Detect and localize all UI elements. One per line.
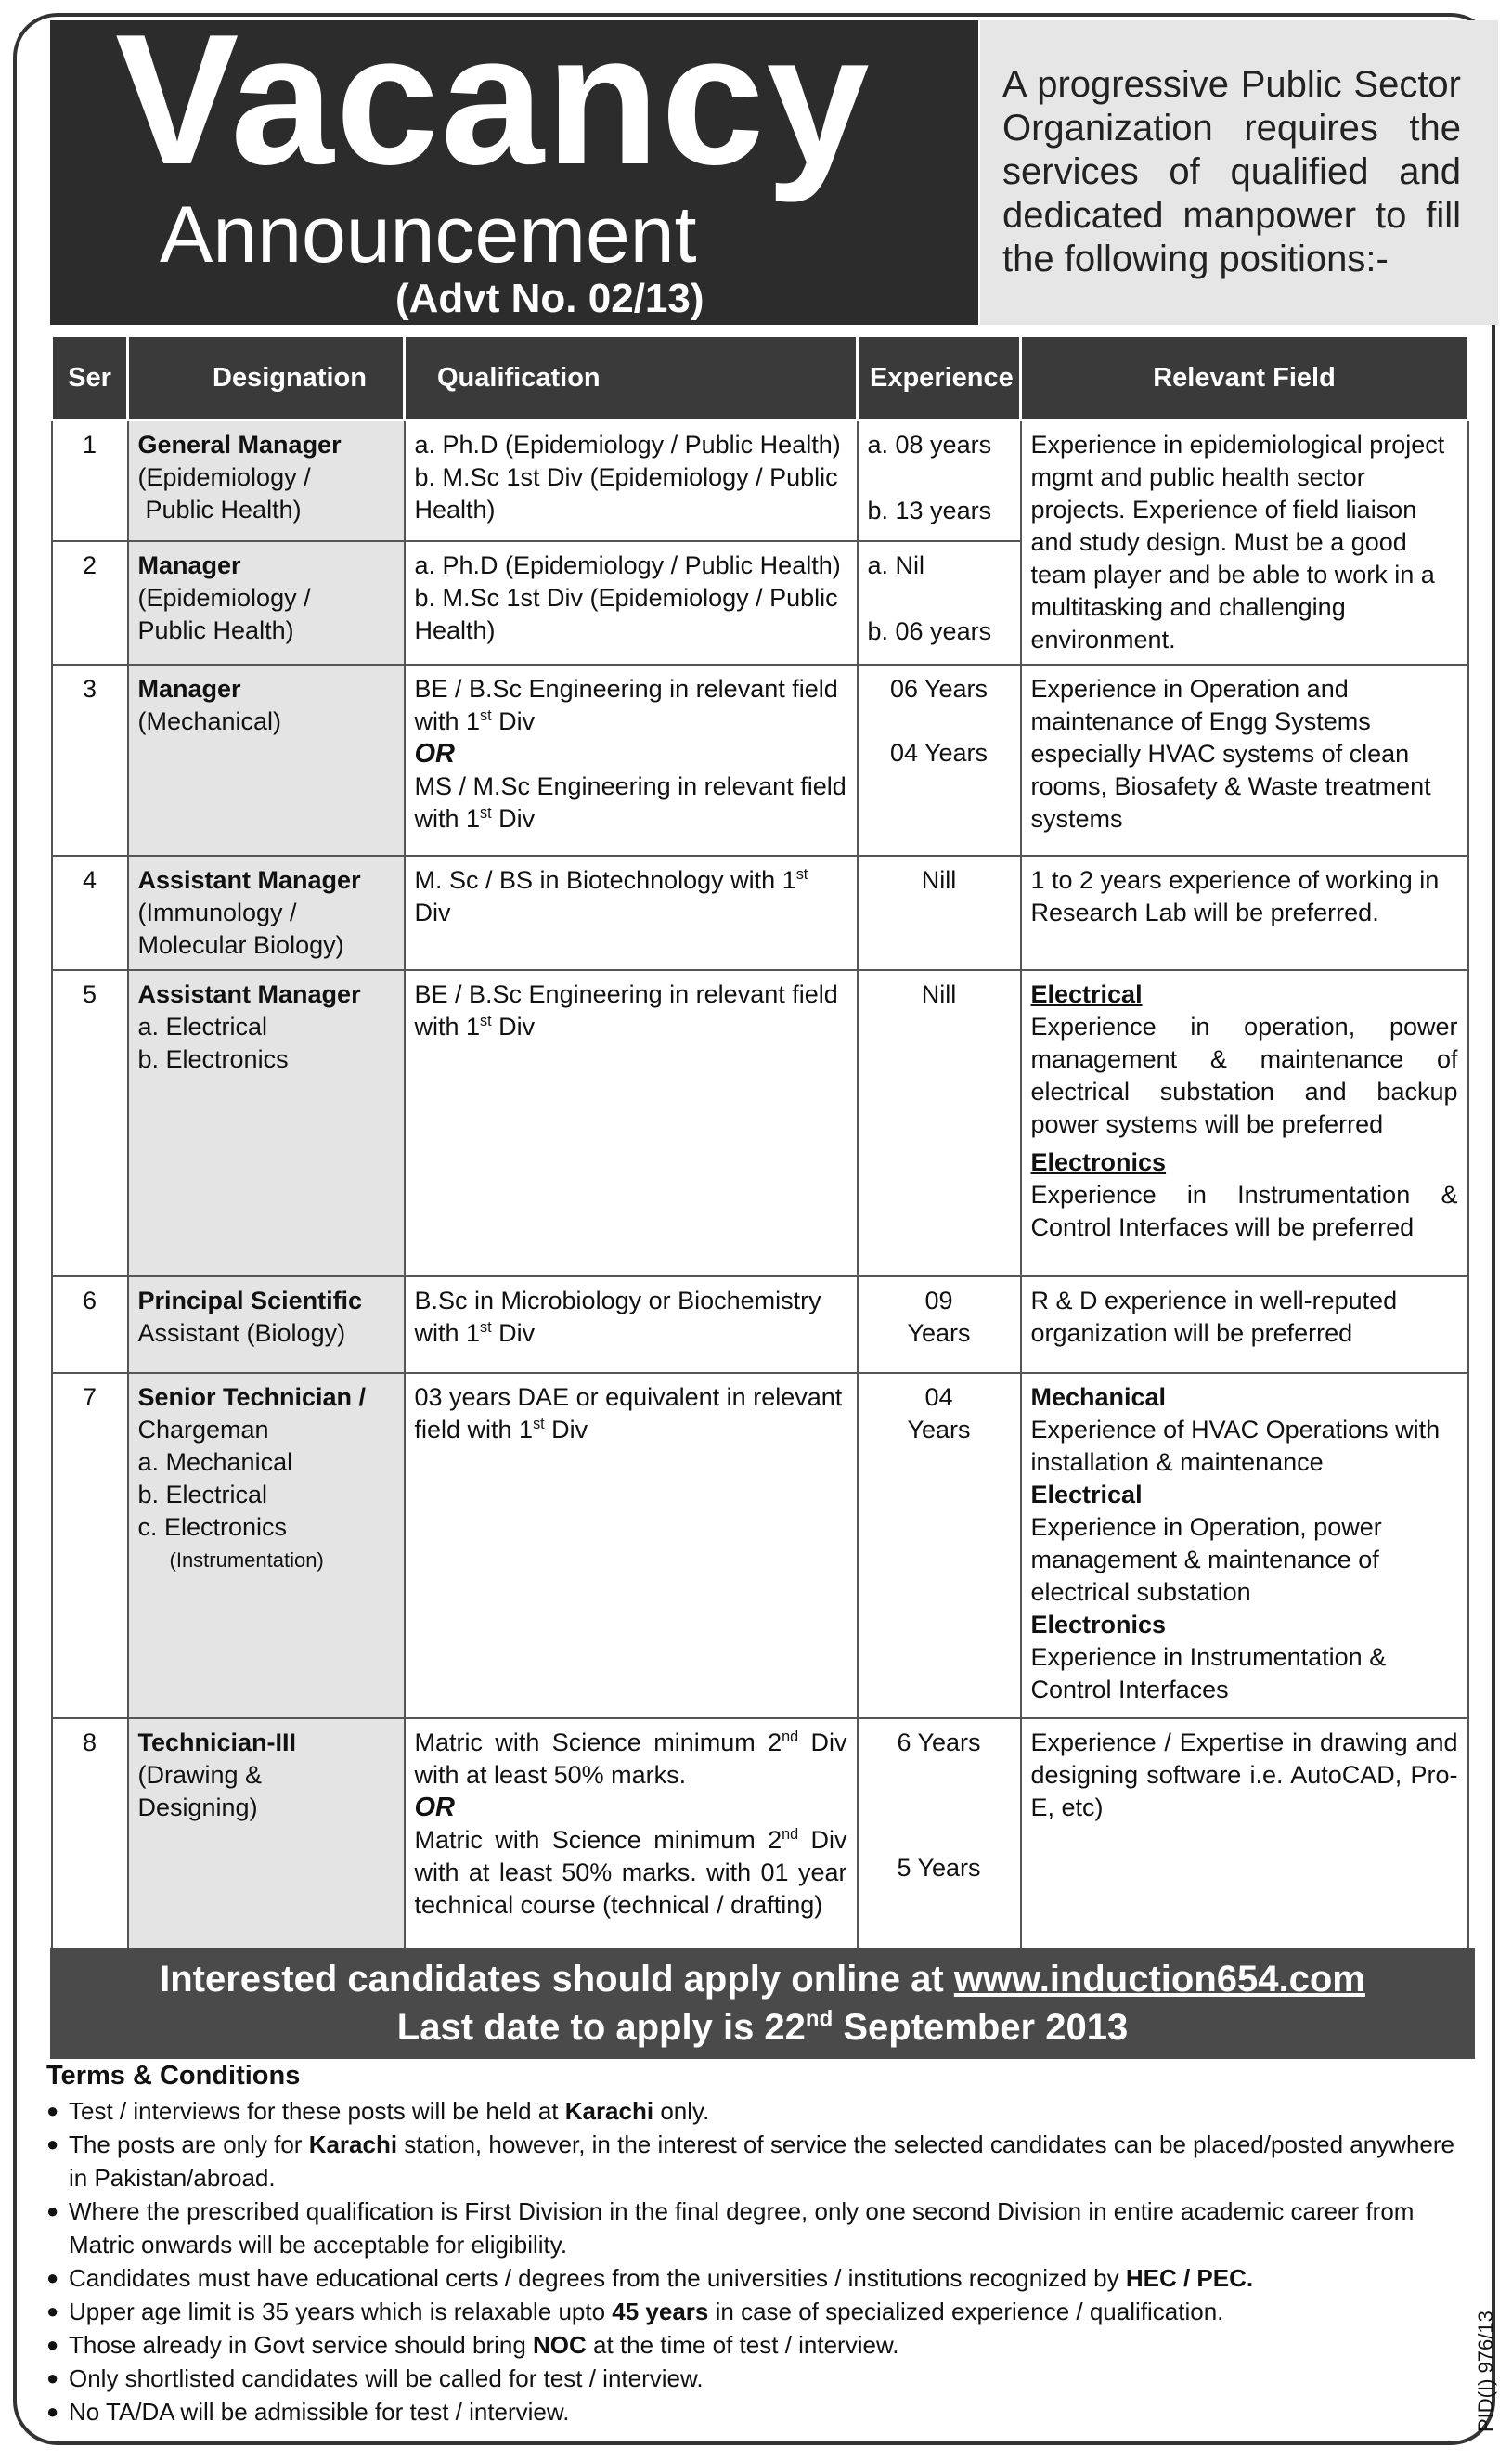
intro-text: A progressive Public Sector Organization requires the services of qualified and dedicated manpower to fill the following positions:- [980, 20, 1498, 325]
qualification-line: b. M.Sc 1st Div (Epidemiology / Public Health) [414, 584, 838, 645]
row-experience [858, 665, 1021, 856]
designation-sub: a. Mechanical [137, 1448, 293, 1476]
designation-title: Manager [137, 551, 241, 580]
row-qualification [405, 970, 858, 1276]
row-qualification [405, 541, 858, 665]
table-row [52, 665, 1468, 856]
qualification-line: B.Sc in Microbiology or Biochemistry with 1st Div [414, 1287, 821, 1347]
qualification-line: a. Ph.D (Epidemiology / Public Health) [414, 551, 841, 580]
designation-sub: b. Electrical [137, 1481, 268, 1508]
row-experience [858, 541, 1021, 665]
pid-number: PID(I) 976/13 [1474, 2311, 1497, 2432]
announcement-subtitle: Announcement [160, 190, 697, 279]
list-item: ● Only shortlisted candidates will be called for test / interview. [46, 2362, 1470, 2395]
designation-sub: Designing) [137, 1793, 258, 1821]
field-text: Experience in Instrumentation & Control Interfaces will be preferred [1030, 1181, 1458, 1241]
row-ser: 3 [52, 665, 128, 856]
row-qualification [405, 421, 858, 542]
designation-sub: b. Electronics [137, 1045, 289, 1073]
row-designation [128, 1373, 405, 1718]
designation-title: Technician-III [137, 1728, 297, 1756]
table-row [52, 1373, 1468, 1718]
experience-line: b. 13 years [867, 497, 992, 524]
vacancy-table [50, 334, 1469, 1951]
list-item: ● Those already in Govt service should bring NOC at the time of test / interview. [46, 2328, 1470, 2362]
header-designation: Designation [128, 336, 405, 421]
field-heading: Electronics [1030, 1611, 1167, 1638]
row-designation [128, 541, 405, 665]
apply-banner [50, 1948, 1475, 2059]
designation-title: Senior Technician / [137, 1383, 367, 1411]
list-item: ● Where the prescribed qualification is First Division in the final degree, only one second Division in entire academic career from Matric onwards will be acceptable for eligibility. [46, 2195, 1470, 2261]
row-qualification [405, 665, 858, 856]
designation-sub: Assistant (Biology) [137, 1319, 346, 1347]
row-designation [128, 856, 405, 970]
table-header-row [52, 336, 1468, 421]
list-item: ● The posts are only for Karachi station, however, in the interest of service the selected candidates can be placed/posted anywhere in Pakistan/abroad. [46, 2128, 1470, 2195]
row-qualification [405, 1373, 858, 1718]
designation-sub: Chargeman [137, 1416, 269, 1444]
row-ser: 8 [52, 1718, 128, 1950]
experience-line: 06 Years [889, 675, 989, 703]
row-qualification [405, 1276, 858, 1373]
row-designation [128, 1718, 405, 1950]
field-text: Experience of HVAC Operations with installation & maintenance [1030, 1416, 1441, 1476]
apply-line: Interested candidates should apply online at www.induction654.com [160, 1959, 1365, 2000]
experience-line: 04 Years [889, 739, 989, 767]
designation-sub: (Epidemiology / [137, 463, 311, 491]
experience-line: 6 Years [897, 1728, 981, 1756]
designation-sub: (Epidemiology / [137, 584, 311, 613]
table-row [52, 421, 1468, 542]
row-relevant-field: Experience / Expertise in drawing and designing software i.e. AutoCAD, Pro-E, etc) [1021, 1718, 1468, 1950]
experience-line: Years [907, 1319, 971, 1347]
list-item: ● Candidates must have educational certs / degrees from the universities / institutions recognized by HEC / PEC. [46, 2261, 1470, 2295]
last-date-line: Last date to apply is 22nd September 2013 [396, 2006, 1129, 2048]
experience-line: Years [907, 1416, 971, 1444]
experience-line: a. 08 years [867, 431, 992, 459]
experience-line: 04 [924, 1383, 953, 1411]
row-ser: 4 [52, 856, 128, 970]
field-heading: Electrical [1030, 1481, 1143, 1508]
designation-title: Assistant Manager [137, 866, 361, 894]
row-experience [858, 1718, 1021, 1950]
row-designation [128, 1276, 405, 1373]
row-qualification [405, 1718, 858, 1950]
qualification-line: M. Sc / BS in Biotechnology with 1st Div [414, 866, 808, 926]
experience-line: b. 06 years [867, 617, 992, 646]
designation-sub: Public Health) [137, 616, 294, 645]
vacancy-title: Vacancy [115, 0, 872, 203]
designation-sub: (Immunology / [137, 899, 297, 926]
designation-sub: a. Electrical [137, 1013, 268, 1041]
terms-heading: Terms & Conditions [46, 2061, 301, 2091]
row-relevant-field: R & D experience in well-reputed organization will be preferred [1021, 1276, 1468, 1373]
terms-list [46, 2094, 1470, 2428]
designation-title: Principal Scientific [137, 1287, 363, 1314]
designation-sub: (Mechanical) [137, 707, 282, 735]
list-item: ● Test / interviews for these posts will be held at Karachi only. [46, 2094, 1470, 2128]
field-heading: Electrical [1030, 980, 1143, 1008]
qualification-line: BE / B.Sc Engineering in relevant field with 1st Div [414, 980, 838, 1041]
field-heading: Mechanical [1030, 1383, 1167, 1411]
header-qualification: Qualification [405, 336, 858, 421]
terms-section [46, 2059, 1470, 2428]
row-designation [128, 970, 405, 1276]
row-ser: 7 [52, 1373, 128, 1718]
row-ser: 1 [52, 421, 128, 542]
or-label: OR [414, 739, 455, 769]
row-ser: 5 [52, 970, 128, 1276]
designation-title: Assistant Manager [137, 980, 361, 1008]
row-ser: 2 [52, 541, 128, 665]
qualification-line: b. M.Sc 1st Div (Epidemiology / Public Health) [414, 463, 838, 524]
designation-sub: Public Health) [145, 496, 302, 524]
designation-title: General Manager [137, 431, 342, 459]
designation-sub: c. Electronics [137, 1513, 288, 1541]
field-text: Experience in Instrumentation & Control Interfaces [1030, 1643, 1387, 1703]
designation-sub: Molecular Biology) [137, 931, 344, 959]
row-relevant-field: Experience in Operation and maintenance of Engg Systems especially HVAC systems of clean rooms, Biosafety & Waste treatment systems [1021, 665, 1468, 856]
qualification-line: 03 years DAE or equivalent in relevant field with 1st Div [414, 1383, 843, 1444]
row-experience [858, 421, 1021, 542]
row-ser: 6 [52, 1276, 128, 1373]
field-text: Experience in operation, power management & maintenance of electrical substation and backup power systems will be preferred [1030, 1013, 1458, 1138]
apply-url-link[interactable]: www.induction654.com [953, 1959, 1365, 2000]
qualification-line: a. Ph.D (Epidemiology / Public Health) [414, 431, 841, 459]
advt-number: (Advt No. 02/13) [395, 276, 704, 321]
experience-line: a. Nil [867, 551, 925, 580]
table-row [52, 1276, 1468, 1373]
row-relevant-field [1021, 970, 1468, 1276]
qualification-line: Matric with Science minimum 2nd Div with at least 50% marks. with 01 year technical course (technical / drafting) [414, 1826, 847, 1919]
row-experience [858, 1373, 1021, 1718]
qualification-line: BE / B.Sc Engineering in relevant field with 1st Div [414, 675, 838, 735]
header-experience: Experience [858, 336, 1021, 421]
vacancy-header [50, 0, 978, 325]
table-row [52, 970, 1468, 1276]
row-relevant-field [1021, 1373, 1468, 1718]
row-qualification [405, 856, 858, 970]
list-item: ● Upper age limit is 35 years which is relaxable upto 45 years in case of specialized experience / qualification. [46, 2295, 1470, 2328]
table-row [52, 1718, 1468, 1950]
list-item: ● No TA/DA will be admissible for test / interview. [46, 2395, 1470, 2428]
row-designation [128, 421, 405, 542]
row-experience [858, 1276, 1021, 1373]
experience-line: 5 Years [897, 1854, 981, 1882]
designation-sub: (Instrumentation) [169, 1548, 324, 1572]
designation-sub: (Drawing & [137, 1761, 263, 1789]
row-relevant-field: 1 to 2 years experience of working in Research Lab will be preferred. [1021, 856, 1468, 970]
row-designation [128, 665, 405, 856]
designation-title: Manager [137, 675, 241, 703]
qualification-line: MS / M.Sc Engineering in relevant field with 1st Div [414, 772, 846, 833]
header-ser: Ser [52, 336, 128, 421]
field-heading: Electronics [1030, 1148, 1167, 1176]
experience-line: 09 [924, 1287, 953, 1314]
row-experience: Nill [858, 970, 1021, 1276]
row-relevant-field-shared: Experience in epidemiological project mgmt and public health sector projects. Experience of field liaison and study design. Must be a good team player and be able to work in a multitasking and challenging environment. [1021, 421, 1468, 666]
table-row [52, 856, 1468, 970]
or-label: OR [414, 1793, 455, 1822]
header-relevant-field: Relevant Field [1021, 336, 1468, 421]
qualification-line: Matric with Science minimum 2nd Div with at least 50% marks. [414, 1728, 847, 1789]
row-experience: Nill [858, 856, 1021, 970]
field-text: Experience in Operation, power management & maintenance of electrical substation [1030, 1513, 1382, 1606]
